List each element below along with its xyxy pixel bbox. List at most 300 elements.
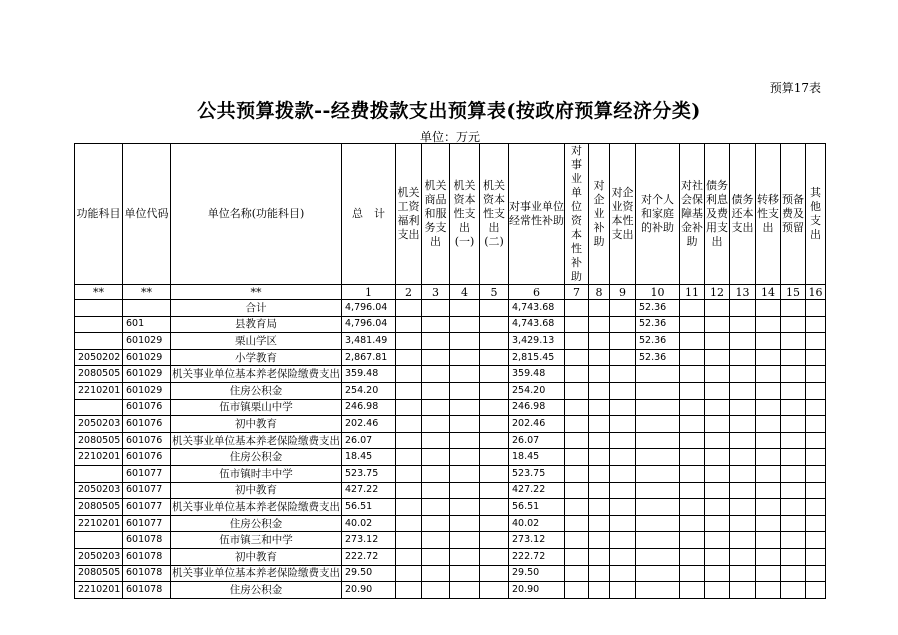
table-cell <box>610 582 636 599</box>
table-cell <box>680 366 705 383</box>
table-cell <box>680 499 705 516</box>
table-cell <box>565 333 589 350</box>
table-cell <box>705 532 730 549</box>
table-cell <box>396 565 422 582</box>
table-cell <box>781 565 806 582</box>
column-code-cell: ** <box>123 285 171 300</box>
table-cell: 住房公积金 <box>171 382 342 399</box>
table-cell <box>610 499 636 516</box>
table-cell <box>680 515 705 532</box>
table-cell <box>422 482 450 499</box>
table-cell: 359.48 <box>342 366 396 383</box>
table-cell <box>781 515 806 532</box>
table-cell <box>806 432 826 449</box>
table-cell: 601076 <box>123 416 171 433</box>
table-cell <box>730 582 756 599</box>
table-row <box>75 333 826 350</box>
table-cell <box>396 582 422 599</box>
table-cell <box>589 548 610 565</box>
table-cell <box>396 366 422 383</box>
table-cell: 40.02 <box>509 515 565 532</box>
table-cell <box>450 582 480 599</box>
column-code-cell: 7 <box>565 285 589 300</box>
table-cell <box>422 382 450 399</box>
table-cell <box>589 416 610 433</box>
table-cell: 202.46 <box>342 416 396 433</box>
table-cell <box>123 300 171 317</box>
table-cell: 52.36 <box>636 300 680 317</box>
table-cell: 小学教育 <box>171 349 342 366</box>
column-code-cell: 6 <box>509 285 565 300</box>
table-cell <box>565 382 589 399</box>
table-cell <box>450 333 480 350</box>
table-cell: 29.50 <box>509 565 565 582</box>
table-cell: 254.20 <box>509 382 565 399</box>
table-cell <box>705 482 730 499</box>
table-cell <box>480 416 509 433</box>
table-cell <box>806 333 826 350</box>
header-cell: 功能科目 <box>75 144 123 285</box>
table-cell <box>589 565 610 582</box>
header-cell: 机关资本性支出(二) <box>480 144 509 285</box>
table-row <box>75 300 826 317</box>
table-cell <box>589 482 610 499</box>
table-cell <box>565 449 589 466</box>
table-cell <box>730 449 756 466</box>
table-cell <box>705 382 730 399</box>
table-cell <box>756 482 781 499</box>
table-cell <box>781 316 806 333</box>
table-cell: 246.98 <box>509 399 565 416</box>
table-cell <box>450 416 480 433</box>
table-cell: 合计 <box>171 300 342 317</box>
table-cell <box>589 582 610 599</box>
table-cell: 601077 <box>123 499 171 516</box>
table-cell <box>730 300 756 317</box>
table-cell <box>636 482 680 499</box>
table-cell <box>680 316 705 333</box>
table-cell <box>680 582 705 599</box>
table-cell <box>730 465 756 482</box>
table-cell: 2,867.81 <box>342 349 396 366</box>
table-cell <box>636 499 680 516</box>
table-cell <box>680 532 705 549</box>
page-title: 公共预算拨款--经费拨款支出预算表(按政府预算经济分类) <box>197 100 701 122</box>
table-cell: 601077 <box>123 465 171 482</box>
table-cell <box>422 416 450 433</box>
table-cell: 3,429.13 <box>509 333 565 350</box>
table-cell <box>781 499 806 516</box>
table-cell <box>396 399 422 416</box>
table-cell <box>781 548 806 565</box>
table-cell <box>450 515 480 532</box>
table-cell <box>806 515 826 532</box>
table-cell: 2210201 <box>75 582 123 599</box>
table-cell <box>756 416 781 433</box>
table-cell: 4,796.04 <box>342 300 396 317</box>
table-cell: 住房公积金 <box>171 582 342 599</box>
header-cell: 对企业资本性支出 <box>610 144 636 285</box>
table-cell <box>565 532 589 549</box>
table-cell <box>705 349 730 366</box>
table-row <box>75 499 826 516</box>
column-code-cell: 1 <box>342 285 396 300</box>
table-cell <box>680 465 705 482</box>
table-cell: 4,796.04 <box>342 316 396 333</box>
table-cell <box>636 382 680 399</box>
table-cell <box>610 482 636 499</box>
table-cell <box>75 333 123 350</box>
table-cell <box>756 333 781 350</box>
header-cell: 对企业补助 <box>589 144 610 285</box>
table-cell <box>396 349 422 366</box>
table-cell <box>480 482 509 499</box>
table-cell <box>636 582 680 599</box>
table-cell: 222.72 <box>342 548 396 565</box>
table-cell <box>756 515 781 532</box>
table-cell <box>565 582 589 599</box>
table-cell <box>422 399 450 416</box>
table-cell <box>756 449 781 466</box>
column-code-cell: 10 <box>636 285 680 300</box>
header-cell: 对事业单位经常性补助 <box>509 144 565 285</box>
table-cell: 56.51 <box>342 499 396 516</box>
table-cell <box>422 465 450 482</box>
table-row <box>75 465 826 482</box>
header-row <box>75 144 826 285</box>
column-code-cell: 2 <box>396 285 422 300</box>
table-cell: 427.22 <box>342 482 396 499</box>
table-cell: 18.45 <box>342 449 396 466</box>
table-cell: 18.45 <box>509 449 565 466</box>
table-cell <box>422 582 450 599</box>
table-cell <box>806 565 826 582</box>
table-cell <box>705 366 730 383</box>
table-cell: 3,481.49 <box>342 333 396 350</box>
table-cell <box>480 432 509 449</box>
table-cell <box>422 333 450 350</box>
table-cell <box>565 548 589 565</box>
table-cell <box>610 565 636 582</box>
table-cell <box>806 366 826 383</box>
table-cell <box>589 349 610 366</box>
table-cell: 2050203 <box>75 416 123 433</box>
table-cell <box>422 300 450 317</box>
table-cell <box>396 382 422 399</box>
table-cell: 427.22 <box>509 482 565 499</box>
table-cell <box>610 333 636 350</box>
table-cell: 2080505 <box>75 565 123 582</box>
table-cell <box>806 465 826 482</box>
table-cell <box>730 333 756 350</box>
table-cell <box>610 399 636 416</box>
table-cell <box>705 333 730 350</box>
table-cell <box>705 499 730 516</box>
table-cell <box>480 333 509 350</box>
table-cell <box>450 565 480 582</box>
table-cell <box>396 532 422 549</box>
table-cell <box>806 382 826 399</box>
table-cell <box>450 449 480 466</box>
table-cell <box>705 399 730 416</box>
table-cell: 523.75 <box>509 465 565 482</box>
table-cell: 2,815.45 <box>509 349 565 366</box>
table-cell: 20.90 <box>509 582 565 599</box>
table-cell: 2050202 <box>75 349 123 366</box>
table-cell <box>450 548 480 565</box>
table-cell: 2050203 <box>75 548 123 565</box>
table-cell <box>480 449 509 466</box>
table-cell: 2050203 <box>75 482 123 499</box>
table-cell <box>396 416 422 433</box>
table-cell: 机关事业单位基本养老保险缴费支出 <box>171 432 342 449</box>
table-cell <box>730 565 756 582</box>
table-cell <box>756 582 781 599</box>
table-cell <box>730 416 756 433</box>
column-code-cell: 14 <box>756 285 781 300</box>
table-cell <box>730 399 756 416</box>
table-cell <box>610 465 636 482</box>
table-cell <box>610 300 636 317</box>
table-cell <box>756 399 781 416</box>
table-cell <box>565 482 589 499</box>
table-cell <box>480 316 509 333</box>
table-cell: 601029 <box>123 333 171 350</box>
table-cell <box>636 416 680 433</box>
table-cell <box>806 399 826 416</box>
table-cell: 601078 <box>123 565 171 582</box>
table-cell <box>422 532 450 549</box>
page-label: 预算17表 <box>769 81 821 95</box>
header-cell: 单位名称(功能科目) <box>171 144 342 285</box>
table-cell <box>756 532 781 549</box>
table-cell <box>480 465 509 482</box>
table-cell <box>636 565 680 582</box>
table-cell <box>565 499 589 516</box>
table-cell <box>756 465 781 482</box>
table-cell: 52.36 <box>636 316 680 333</box>
table-cell: 2080505 <box>75 432 123 449</box>
table-cell <box>75 399 123 416</box>
table-cell: 601029 <box>123 382 171 399</box>
table-cell: 359.48 <box>509 366 565 383</box>
table-cell <box>422 499 450 516</box>
table-cell: 住房公积金 <box>171 515 342 532</box>
table-cell <box>781 582 806 599</box>
table-cell: 601078 <box>123 582 171 599</box>
column-code-cell: 3 <box>422 285 450 300</box>
table-cell <box>422 449 450 466</box>
table-cell: 29.50 <box>342 565 396 582</box>
table-cell: 40.02 <box>342 515 396 532</box>
table-cell <box>422 515 450 532</box>
table-cell <box>480 548 509 565</box>
table-cell: 2210201 <box>75 382 123 399</box>
table-cell <box>781 465 806 482</box>
table-cell <box>610 366 636 383</box>
table-cell <box>480 515 509 532</box>
header-cell: 其他支出 <box>806 144 826 285</box>
table-cell <box>396 432 422 449</box>
table-cell <box>756 382 781 399</box>
table-cell: 机关事业单位基本养老保险缴费支出 <box>171 366 342 383</box>
header-cell: 机关资本性支出(一) <box>450 144 480 285</box>
table-row <box>75 582 826 599</box>
table-cell: 52.36 <box>636 349 680 366</box>
table-cell: 2210201 <box>75 449 123 466</box>
table-cell: 26.07 <box>509 432 565 449</box>
table-cell <box>610 432 636 449</box>
table-cell <box>480 499 509 516</box>
table-cell <box>589 333 610 350</box>
table-cell <box>680 300 705 317</box>
table-cell <box>756 432 781 449</box>
table-cell <box>756 499 781 516</box>
header-cell: 对事业单位资本性补助 <box>565 144 589 285</box>
table-cell <box>781 432 806 449</box>
table-cell <box>422 366 450 383</box>
table-row <box>75 449 826 466</box>
table-row <box>75 382 826 399</box>
table-cell <box>610 316 636 333</box>
table-cell <box>589 515 610 532</box>
table-cell <box>450 366 480 383</box>
table-cell: 222.72 <box>509 548 565 565</box>
table-cell <box>422 565 450 582</box>
table-cell <box>396 449 422 466</box>
table-cell <box>450 499 480 516</box>
table-cell: 栗山学区 <box>171 333 342 350</box>
table-cell: 254.20 <box>342 382 396 399</box>
table-cell <box>680 565 705 582</box>
table-cell: 202.46 <box>509 416 565 433</box>
table-cell <box>396 465 422 482</box>
table-cell <box>705 515 730 532</box>
table-cell <box>610 449 636 466</box>
table-cell <box>705 316 730 333</box>
table-cell <box>396 515 422 532</box>
table-cell <box>730 366 756 383</box>
table-cell <box>806 482 826 499</box>
table-cell <box>565 366 589 383</box>
table-cell <box>450 532 480 549</box>
table-cell <box>75 465 123 482</box>
table-cell <box>450 300 480 317</box>
table-cell <box>610 548 636 565</box>
table-cell: 601029 <box>123 366 171 383</box>
table-cell <box>680 382 705 399</box>
table-cell <box>589 366 610 383</box>
table-cell <box>480 399 509 416</box>
table-cell: 初中教育 <box>171 482 342 499</box>
table-cell <box>730 316 756 333</box>
table-row <box>75 399 826 416</box>
table-cell <box>636 532 680 549</box>
table-cell <box>680 399 705 416</box>
table-cell <box>806 548 826 565</box>
table-cell <box>806 499 826 516</box>
table-cell: 601076 <box>123 399 171 416</box>
table-cell <box>636 465 680 482</box>
table-cell <box>450 316 480 333</box>
table-cell <box>636 548 680 565</box>
column-code-cell: 4 <box>450 285 480 300</box>
header-cell: 机关工资福利支出 <box>396 144 422 285</box>
table-cell <box>806 349 826 366</box>
table-cell <box>806 532 826 549</box>
table-row <box>75 532 826 549</box>
table-cell <box>806 449 826 466</box>
table-cell <box>589 316 610 333</box>
table-cell: 初中教育 <box>171 548 342 565</box>
table-cell <box>396 499 422 516</box>
column-code-cell: 8 <box>589 285 610 300</box>
code-row <box>75 285 826 300</box>
table-cell: 初中教育 <box>171 416 342 433</box>
header-cell: 债务还本支出 <box>730 144 756 285</box>
table-cell: 机关事业单位基本养老保险缴费支出 <box>171 499 342 516</box>
column-code-cell: 15 <box>781 285 806 300</box>
table-cell: 26.07 <box>342 432 396 449</box>
table-cell <box>480 349 509 366</box>
table-cell <box>565 515 589 532</box>
table-cell <box>756 565 781 582</box>
table-row <box>75 515 826 532</box>
column-code-cell: 12 <box>705 285 730 300</box>
table-row <box>75 565 826 582</box>
table-cell: 伍市镇时丰中学 <box>171 465 342 482</box>
table-cell <box>480 300 509 317</box>
table-cell <box>565 416 589 433</box>
table-cell <box>680 482 705 499</box>
table-cell: 住房公积金 <box>171 449 342 466</box>
table-cell <box>610 349 636 366</box>
table-cell <box>730 382 756 399</box>
table-cell <box>705 300 730 317</box>
table-cell: 273.12 <box>509 532 565 549</box>
table-cell <box>636 366 680 383</box>
table-cell <box>636 432 680 449</box>
column-code-cell: ** <box>75 285 123 300</box>
table-cell <box>730 482 756 499</box>
header-cell: 总 计 <box>342 144 396 285</box>
table-cell <box>781 416 806 433</box>
header-cell: 债务利息及费用支出 <box>705 144 730 285</box>
table-row <box>75 366 826 383</box>
table-cell <box>806 416 826 433</box>
table-cell <box>781 349 806 366</box>
header-cell: 对个人和家庭的补助 <box>636 144 680 285</box>
table-cell <box>589 499 610 516</box>
table-row <box>75 432 826 449</box>
table-cell <box>450 465 480 482</box>
table-cell: 56.51 <box>509 499 565 516</box>
table-cell <box>806 316 826 333</box>
table-cell: 52.36 <box>636 333 680 350</box>
table-cell <box>781 366 806 383</box>
table-cell <box>450 382 480 399</box>
column-code-cell: 9 <box>610 285 636 300</box>
header-cell: 机关商品和服务支出 <box>422 144 450 285</box>
table-cell: 601 <box>123 316 171 333</box>
table-cell <box>565 432 589 449</box>
table-cell <box>75 316 123 333</box>
table-cell <box>705 465 730 482</box>
table-cell <box>565 465 589 482</box>
table-cell <box>636 399 680 416</box>
table-row <box>75 482 826 499</box>
table-cell <box>806 300 826 317</box>
